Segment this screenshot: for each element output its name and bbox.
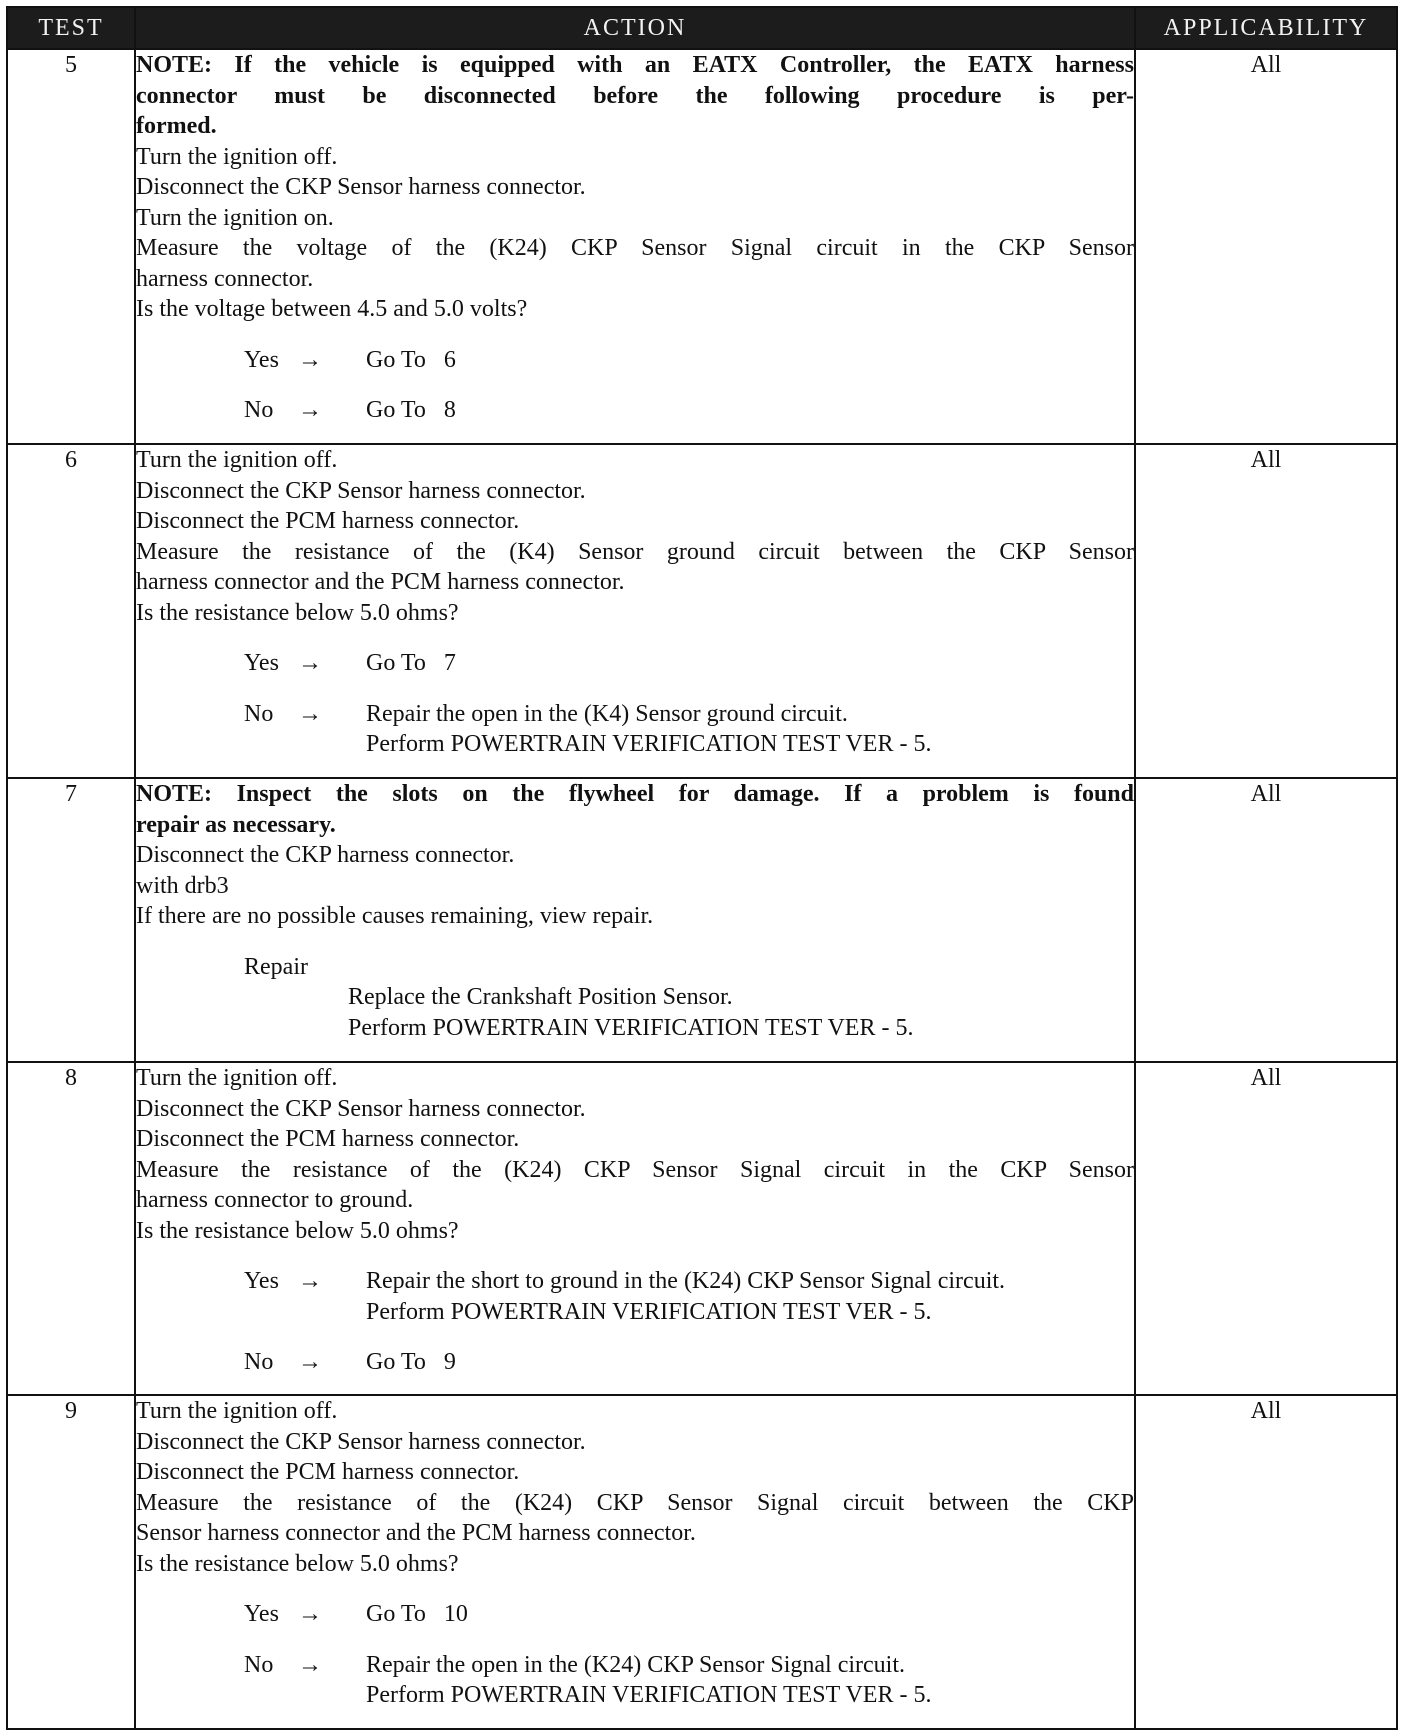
table-row	[7, 778, 1397, 1062]
no-branch	[136, 699, 1134, 760]
action-cell	[135, 778, 1135, 1062]
yes-branch	[136, 1599, 1134, 1630]
goto-text: Go To 9	[366, 1349, 456, 1375]
yes-label: Yes	[244, 1268, 279, 1294]
step-text: Disconnect the CKP Sensor harness connector.	[136, 1428, 586, 1455]
goto-text: Go To 6	[366, 346, 456, 373]
repair-text: Replace the Crankshaft Position Sensor. Perform POWERTRAIN VERIFICATION TEST VER - 5.	[348, 984, 914, 1041]
question-text: Is the resistance below 5.0 ohms?	[136, 1217, 459, 1244]
step-text: Turn the ignition off.	[136, 1065, 338, 1091]
step-text: Disconnect the CKP Sensor harness connector.	[136, 174, 586, 200]
table-row	[7, 49, 1397, 444]
step-text: Disconnect the CKP harness connector.	[136, 842, 515, 868]
applicability-value: All	[1135, 49, 1397, 444]
test-number: 9	[7, 1395, 135, 1729]
yes-label: Yes	[244, 346, 279, 373]
step-text: Disconnect the PCM harness connector.	[136, 1126, 520, 1152]
test-number: 5	[7, 49, 135, 444]
arrow-icon: →	[298, 1651, 322, 1678]
arrow-icon: →	[298, 346, 322, 373]
no-branch	[136, 1347, 1134, 1378]
step-text: Turn the ignition off.	[136, 447, 338, 473]
step-text: Disconnect the CKP Sensor harness connector.	[136, 1095, 586, 1122]
test-number: 6	[7, 444, 135, 778]
no-branch	[136, 1650, 1134, 1711]
no-label: No	[244, 397, 274, 423]
yes-branch	[136, 1266, 1134, 1327]
applicability-value: All	[1135, 778, 1397, 1062]
diagnostic-table	[6, 6, 1398, 1730]
step-text: Disconnect the CKP Sensor harness connector.	[136, 477, 586, 504]
goto-text: Go To 8	[366, 397, 456, 423]
step-text: Disconnect the PCM harness connector.	[136, 508, 520, 534]
no-label: No	[244, 700, 274, 727]
applicability-value: All	[1135, 1062, 1397, 1395]
arrow-icon: →	[298, 650, 322, 676]
step-text: Measure the voltage of the (K24) CKP Sensor Signal circuit in the CKP Sensor	[136, 235, 1134, 261]
table-row	[7, 444, 1397, 778]
arrow-icon: →	[298, 1601, 322, 1627]
step-text: Measure the resistance of the (K24) CKP Sensor Signal circuit between the CKP	[136, 1489, 1134, 1516]
arrow-icon: →	[298, 1349, 322, 1375]
step-text: Disconnect the PCM harness connector.	[136, 1459, 520, 1485]
applicability-value: All	[1135, 1395, 1397, 1729]
question-text: Is the resistance below 5.0 ohms?	[136, 599, 459, 626]
step-text: with drb3	[136, 872, 229, 899]
arrow-icon: →	[298, 397, 322, 423]
note-text: NOTE: If the vehicle is equipped with an EATX Controller, the EATX harness connector must be disconnected before the following procedure is per- formed.	[136, 52, 1134, 139]
arrow-icon: →	[298, 1268, 322, 1294]
action-cell	[135, 444, 1135, 778]
step-text: Turn the ignition off.	[136, 1398, 338, 1424]
action-cell	[135, 1395, 1135, 1729]
goto-text: Go To 7	[366, 650, 456, 676]
note-text: NOTE: Inspect the slots on the flywheel for damage. If a problem is found repair as necessary.	[136, 781, 1134, 838]
yes-label: Yes	[244, 1601, 279, 1627]
test-number: 7	[7, 778, 135, 1062]
no-label: No	[244, 1349, 274, 1375]
step-text: harness connector to ground.	[136, 1187, 414, 1213]
yes-branch	[136, 345, 1134, 376]
step-text: harness connector.	[136, 265, 314, 292]
no-branch	[136, 395, 1134, 426]
repair-text: Repair the short to ground in the (K24) CKP Sensor Signal circuit. Perform POWERTRAIN VERIFICATION TEST VER - 5.	[366, 1268, 1006, 1325]
header-applicability: APPLICABILITY	[1135, 7, 1397, 49]
step-text: Measure the resistance of the (K24) CKP Sensor Signal circuit in the CKP Sensor	[136, 1156, 1134, 1183]
table-header-row	[7, 7, 1397, 49]
step-text: harness connector and the PCM harness connector.	[136, 569, 625, 595]
yes-branch	[136, 648, 1134, 679]
repair-label: Repair	[244, 953, 308, 980]
question-text: Is the voltage between 4.5 and 5.0 volts?	[136, 296, 528, 322]
applicability-value: All	[1135, 444, 1397, 778]
test-number: 8	[7, 1062, 135, 1395]
step-text: Measure the resistance of the (K4) Sensor ground circuit between the CKP Sensor	[136, 538, 1134, 565]
yes-label: Yes	[244, 650, 279, 676]
no-label: No	[244, 1651, 274, 1678]
table-row	[7, 1395, 1397, 1729]
table-row	[7, 1062, 1397, 1395]
repair-block	[136, 952, 1134, 1044]
header-action: ACTION	[135, 7, 1135, 49]
step-text: Turn the ignition off.	[136, 143, 338, 170]
action-cell	[135, 1062, 1135, 1395]
step-text: Turn the ignition on.	[136, 204, 334, 231]
question-text: Is the resistance below 5.0 ohms?	[136, 1550, 459, 1577]
arrow-icon: →	[298, 700, 322, 727]
step-text: Sensor harness connector and the PCM harness connector.	[136, 1520, 696, 1546]
repair-text: Repair the open in the (K24) CKP Sensor Signal circuit. Perform POWERTRAIN VERIFICATION TEST VER - 5.	[366, 1651, 932, 1708]
step-text: If there are no possible causes remaining, view repair.	[136, 903, 654, 929]
repair-text: Repair the open in the (K4) Sensor ground circuit. Perform POWERTRAIN VERIFICATION TEST VER - 5.	[366, 700, 932, 757]
action-cell	[135, 49, 1135, 444]
goto-text: Go To 10	[366, 1601, 468, 1627]
header-test: TEST	[7, 7, 135, 49]
